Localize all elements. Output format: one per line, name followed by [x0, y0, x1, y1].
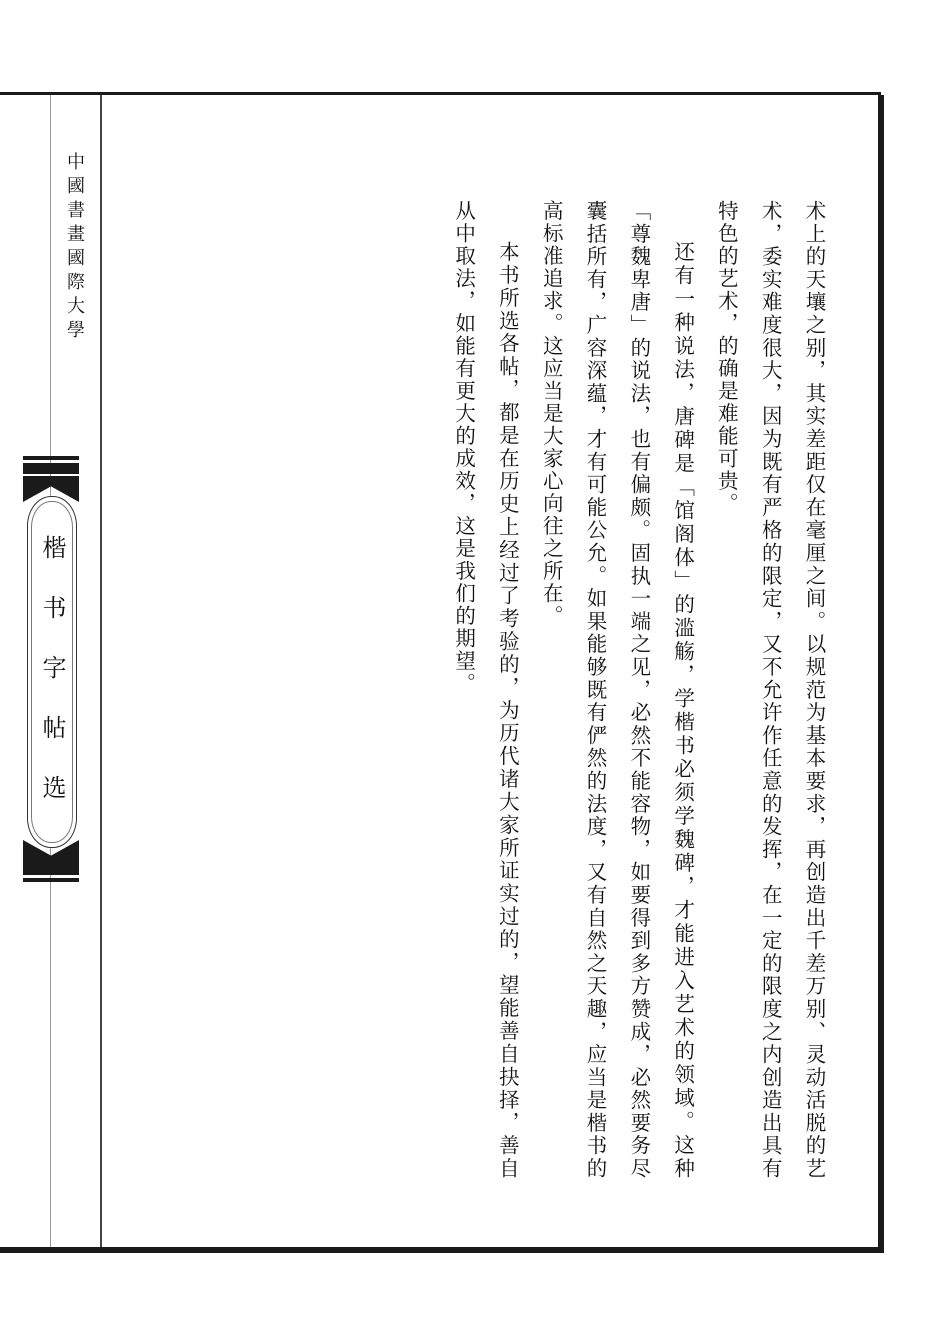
title-panel	[20, 456, 82, 886]
paragraph-3: 本书所选各帖，都是在历史上经过了考验的，为历代诸大家所证实过的，望能善自抉择，善自从中取法，如能有更大的成效，这是我们的期望。	[451, 200, 520, 1180]
book-title: 楷书字帖选	[38, 535, 66, 835]
margin-rule-inner	[100, 95, 102, 1247]
body-text	[440, 200, 835, 1180]
publisher-name: 中國書畫國際大學	[61, 150, 87, 346]
paragraph-2: 还有一种说法，唐碑是「馆阁体」的滥觞，学楷书必须学魏碑，才能进入艺术的领域。这种「尊魏卑唐」的说法，也有偏颇。固执一端之见，必然不能容物，如要得到多方赞成，必然要务尽囊括所有，广容深蕴，才有可能公允。如果能够既有俨然的法度，又有自然之天趣，应当是楷书的高标准追求。这应当是大家心向往之所在。	[539, 200, 695, 1180]
ornament-bar-bottom-thin	[23, 878, 79, 882]
title-cartouche	[27, 496, 77, 848]
ornament-bar-bottom-thick	[23, 864, 79, 875]
paragraph-1: 术上的天壤之别，其实差距仅在毫厘之间。以规范为基本要求，再创造出千差万别、灵动活脱的艺术，委实难度很大，因为既有严格的限定，又不允许作任意的发挥，在一定的限度之内创造出具有特色的艺术，的确是难能可贵。	[714, 200, 826, 1180]
ornament-bar-top-thin	[23, 456, 79, 460]
ornament-bar-top-thick	[23, 463, 79, 474]
